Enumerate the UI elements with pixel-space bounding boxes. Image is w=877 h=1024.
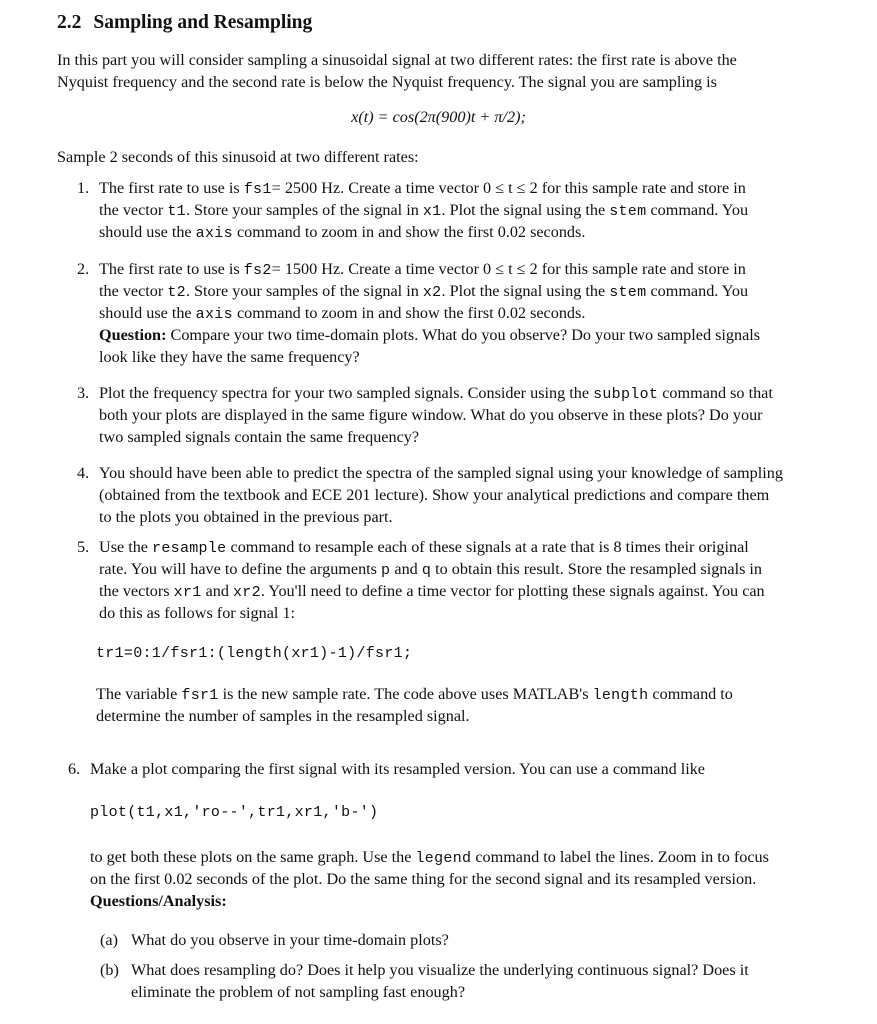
item-line xyxy=(99,324,859,346)
text: the vectors xyxy=(99,582,174,600)
code-inline: axis xyxy=(195,306,233,323)
text: rate. You will have to define the arguments xyxy=(99,560,382,578)
intro-line-1: In this part you will consider sampling a sinusoidal signal at two different rates: the first rate is above the xyxy=(57,51,737,69)
text: should use the xyxy=(99,304,196,322)
text: . Plot the signal using the xyxy=(441,282,610,300)
text: command. You xyxy=(646,282,749,300)
code-inline: t1 xyxy=(167,203,186,220)
code-inline: xr2 xyxy=(233,584,261,601)
text: the vector xyxy=(99,282,168,300)
item-label: 2. xyxy=(77,260,90,278)
section-number: 2.2 xyxy=(57,12,82,33)
text: = 1500 Hz. Create a time vector 0 ≤ t ≤ 2 for this sample rate and store in xyxy=(271,260,746,278)
text: . Store your samples of the signal in xyxy=(185,282,423,300)
item-line xyxy=(99,199,859,223)
item-line xyxy=(99,177,859,201)
section-heading xyxy=(57,12,312,34)
questions-label: Questions/Analysis: xyxy=(90,892,227,910)
text: to obtain this result. Store the resampled signals in xyxy=(431,560,763,578)
question-label: Question: xyxy=(99,326,167,344)
item-line xyxy=(99,280,859,304)
text: command to xyxy=(648,685,733,703)
item-line xyxy=(96,683,856,707)
text: . Plot the signal using the xyxy=(441,201,610,219)
section-title: Sampling and Resampling xyxy=(93,12,313,33)
item-line xyxy=(99,221,859,245)
text: command so that xyxy=(658,384,773,402)
text: The first rate to use is xyxy=(99,179,244,197)
text: Compare your two time-domain plots. What do you observe? Do your two sampled signals xyxy=(166,326,761,344)
item-line: two sampled signals contain the same frequency? xyxy=(99,428,420,446)
code-inline: q xyxy=(421,562,432,579)
code-inline: legend xyxy=(415,850,472,867)
code-inline: p xyxy=(381,562,391,579)
code-inline: x2 xyxy=(422,284,442,301)
item-label: 3. xyxy=(77,384,90,402)
text: command to label the lines. Zoom in to focus xyxy=(471,848,769,866)
text: command to zoom in and show the first 0.02 seconds. xyxy=(232,223,586,241)
item-line: do this as follows for signal 1: xyxy=(99,604,296,622)
text: the vector xyxy=(99,201,168,219)
code-inline: resample xyxy=(152,540,227,557)
item-label: 5. xyxy=(77,538,90,556)
item-line: look like they have the same frequency? xyxy=(99,348,360,366)
sample-line: Sample 2 seconds of this sinusoid at two different rates: xyxy=(57,148,419,166)
code-inline: fsr1 xyxy=(181,687,219,704)
item-line xyxy=(99,382,859,406)
item-line xyxy=(99,302,859,326)
signal-equation xyxy=(0,106,877,128)
code-block: plot(t1,x1,'ro--',tr1,xr1,'b-') xyxy=(90,804,379,821)
text: command. You xyxy=(646,201,749,219)
text: = 2500 Hz. Create a time vector 0 ≤ t ≤ 2 for this sample rate and store in xyxy=(271,179,746,197)
text: command to resample each of these signals at a rate that is 8 times their original xyxy=(226,538,749,556)
intro-line-2: Nyquist frequency and the second rate is below the Nyquist frequency. The signal you are sampling is xyxy=(57,73,717,91)
item-label: 4. xyxy=(77,464,90,482)
text: should use the xyxy=(99,223,196,241)
subitem-line: What do you observe in your time-domain plots? xyxy=(131,931,449,949)
item-line xyxy=(99,536,859,560)
item-line: to the plots you obtained in the previous part. xyxy=(99,508,393,526)
code-inline: x1 xyxy=(422,203,442,220)
text: to get both these plots on the same graph. Use the xyxy=(90,848,416,866)
item-line: both your plots are displayed in the same figure window. What do you observe in these plots? Do your xyxy=(99,406,763,424)
code-inline: length xyxy=(592,687,649,704)
text: is the new sample rate. The code above uses MATLAB's xyxy=(218,685,593,703)
text: The first rate to use is xyxy=(99,260,244,278)
item-line: on the first 0.02 seconds of the plot. Do the same thing for the second signal and its resampled version. xyxy=(90,870,757,888)
item-line: You should have been able to predict the spectra of the sampled signal using your knowledge of sampling xyxy=(99,464,783,482)
item-line xyxy=(99,558,859,582)
code-inline: stem xyxy=(609,284,647,301)
item-label: 6. xyxy=(68,760,81,778)
item-line: (obtained from the textbook and ECE 201 lecture). Show your analytical predictions and compare them xyxy=(99,486,770,504)
subitem-line: What does resampling do? Does it help you visualize the underlying continuous signal? Does it xyxy=(131,961,749,979)
code-inline: xr1 xyxy=(173,584,202,601)
text: . Store your samples of the signal in xyxy=(185,201,423,219)
code-inline: subplot xyxy=(593,386,659,403)
code-inline: fs2 xyxy=(243,262,272,279)
text: Plot the frequency spectra for your two sampled signals. Consider using the xyxy=(99,384,594,402)
code-inline: axis xyxy=(195,225,233,242)
subitem-label: (a) xyxy=(100,931,118,949)
subitem-label: (b) xyxy=(100,961,119,979)
item-label: 1. xyxy=(77,179,90,197)
item-line: determine the number of samples in the resampled signal. xyxy=(96,707,470,725)
item-line xyxy=(99,258,859,282)
text: Use the xyxy=(99,538,153,556)
item-line xyxy=(99,580,859,604)
text: and xyxy=(390,560,422,578)
text: command to zoom in and show the first 0.02 seconds. xyxy=(232,304,586,322)
item-line: Make a plot comparing the first signal with its resampled version. You can use a command like xyxy=(90,760,705,778)
subitem-line: eliminate the problem of not sampling fast enough? xyxy=(131,983,466,1001)
equation-text: x(t) = cos(2π(900)t + π/2); xyxy=(351,108,526,126)
text: The variable xyxy=(96,685,182,703)
text: . You'll need to define a time vector for plotting these signals against. You can xyxy=(260,582,765,600)
code-inline: t2 xyxy=(167,284,186,301)
code-inline: stem xyxy=(609,203,647,220)
item-line xyxy=(90,846,845,870)
code-block: tr1=0:1/fsr1:(length(xr1)-1)/fsr1; xyxy=(96,645,413,662)
text: and xyxy=(201,582,233,600)
code-inline: fs1 xyxy=(243,181,272,198)
